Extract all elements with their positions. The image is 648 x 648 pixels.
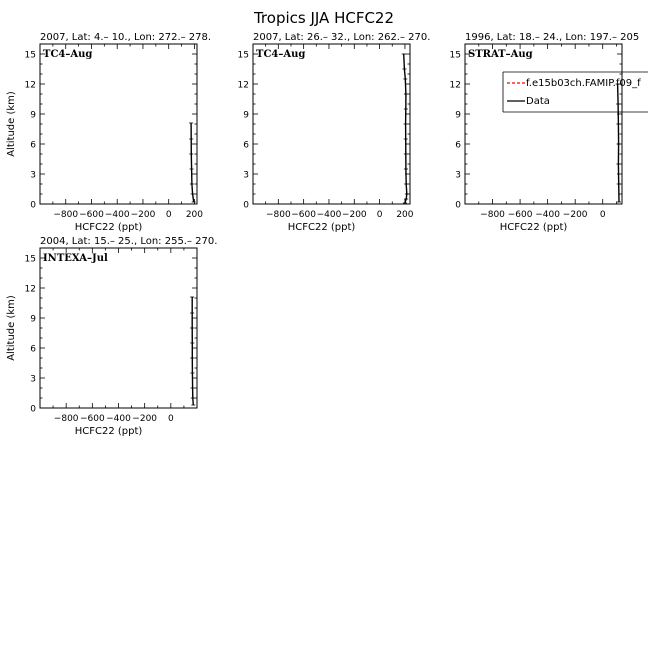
y-tick-label: 6 <box>30 140 36 151</box>
y-tick-label: 0 <box>30 404 36 415</box>
campaign-label: STRAT–Aug <box>468 49 533 60</box>
campaign-label: TC4–Aug <box>43 49 93 60</box>
y-tick-label: 6 <box>30 344 36 355</box>
x-tick-label: −200 <box>132 414 158 424</box>
y-tick-label: 6 <box>243 140 249 151</box>
campaign-label: TC4–Aug <box>256 49 306 60</box>
x-tick-label: −600 <box>79 210 104 220</box>
y-axis-label: Altitude (km) <box>6 91 17 157</box>
x-axis-label: HCFC22 (ppt) <box>74 222 143 233</box>
y-tick-label: 3 <box>30 170 36 181</box>
x-tick-label: 0 <box>599 210 606 220</box>
y-tick-label: 3 <box>455 170 461 181</box>
x-axis-label: HCFC22 (ppt) <box>499 222 568 233</box>
y-tick-label: 0 <box>243 200 249 211</box>
x-tick-label: −800 <box>53 414 79 424</box>
x-tick-label: −400 <box>104 210 130 220</box>
x-tick-label: −600 <box>507 210 533 220</box>
y-tick-label: 9 <box>243 110 249 121</box>
y-tick-label: 3 <box>30 374 36 385</box>
y-tick-label: 12 <box>449 80 461 91</box>
x-tick-label: −800 <box>53 210 79 220</box>
x-tick-label: 200 <box>396 210 414 220</box>
y-tick-label: 12 <box>237 80 249 91</box>
x-tick-label: 0 <box>376 210 383 220</box>
legend-data-label: Data <box>526 96 550 107</box>
x-tick-label: 0 <box>167 414 174 424</box>
y-tick-label: 0 <box>30 200 36 211</box>
y-tick-label: 9 <box>455 110 461 121</box>
y-tick-label: 15 <box>24 50 36 61</box>
x-tick-label: 0 <box>165 210 172 220</box>
panel-header: 1996, Lat: 18.– 24., Lon: 197.– 205 <box>465 32 640 43</box>
y-tick-label: 15 <box>24 254 36 265</box>
y-tick-label: 6 <box>455 140 461 151</box>
x-tick-label: −600 <box>79 414 105 424</box>
x-tick-label: −800 <box>265 210 291 220</box>
y-tick-label: 3 <box>243 170 249 181</box>
campaign-label: INTEXA–Jul <box>43 253 108 264</box>
legend-model-label: f.e15b03ch.FAMIP.f09_f <box>526 78 641 89</box>
x-tick-label: −600 <box>291 210 317 220</box>
panel-header: 2007, Lat: 26.– 32., Lon: 262.– 270. <box>253 32 431 43</box>
x-tick-label: −200 <box>130 210 156 220</box>
y-tick-label: 9 <box>30 314 36 325</box>
x-tick-label: −400 <box>316 210 342 220</box>
x-tick-label: −800 <box>480 210 505 220</box>
x-tick-label: −200 <box>562 210 588 220</box>
x-tick-label: 200 <box>185 210 204 220</box>
panel-header: 2004, Lat: 15.– 25., Lon: 255.– 270. <box>40 236 218 247</box>
y-tick-label: 15 <box>237 50 249 61</box>
y-tick-label: 12 <box>24 284 36 295</box>
x-axis-label: HCFC22 (ppt) <box>287 222 356 233</box>
y-tick-label: 9 <box>30 110 36 121</box>
y-axis-label: Altitude (km) <box>6 295 17 361</box>
panel-header: 2007, Lat: 4.– 10., Lon: 272.– 278. <box>40 32 212 43</box>
x-tick-label: −200 <box>341 210 367 220</box>
x-axis-label: HCFC22 (ppt) <box>74 426 143 437</box>
y-tick-label: 0 <box>455 200 461 211</box>
x-tick-label: −400 <box>106 414 131 424</box>
x-tick-label: −400 <box>535 210 560 220</box>
y-tick-label: 12 <box>24 80 36 91</box>
y-tick-label: 15 <box>449 50 461 61</box>
figure-title: Tropics JJA HCFC22 <box>253 9 395 27</box>
